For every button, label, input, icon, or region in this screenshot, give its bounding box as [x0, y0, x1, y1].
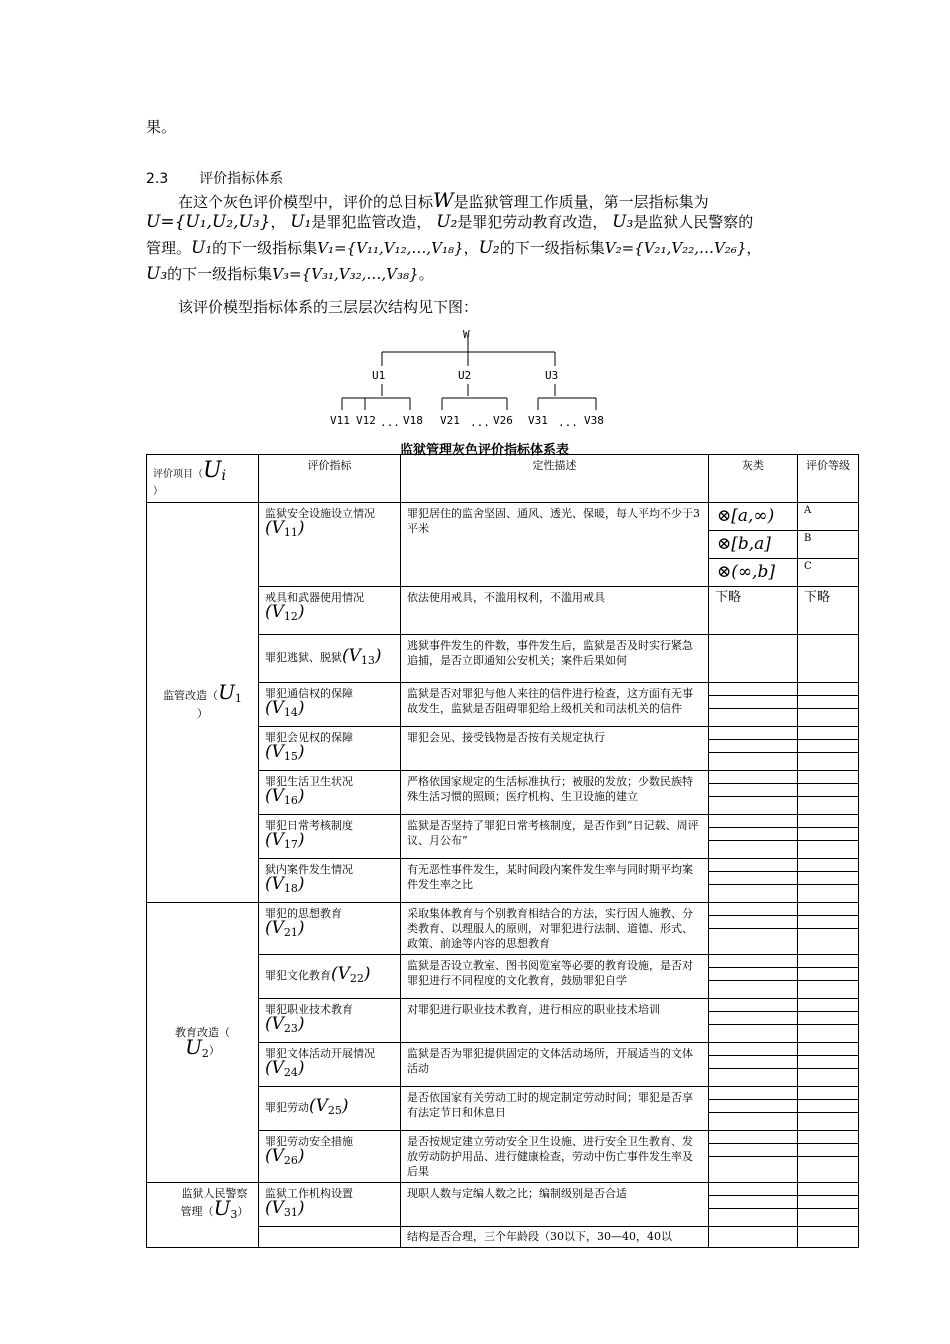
- gray-classes: [709, 503, 798, 587]
- gray-class-1: ⊗[a,∞): [709, 503, 797, 531]
- tree-leaf-V21: V21: [440, 414, 460, 427]
- group-U1: 监管改造（U1 ）: [147, 503, 259, 903]
- tree-leaf-V38: V38: [584, 414, 604, 427]
- V2-set: V₂={V₂₁,V₂₂,…V₂₆}: [604, 239, 747, 257]
- desc-V16: 严格依国家规定的生活标准执行；被服的发放；少数民族特殊生活习惯的照顾；医疗机构、生卫设施的建立: [401, 771, 709, 815]
- index-V23: 罪犯职业技术教育 (V23): [259, 999, 401, 1043]
- grade-A: A: [798, 503, 858, 531]
- desc-V13: 逃狱事件发生的件数，事件发生后，监狱是否及时实行紧急追捕，是否立即通知公安机关；案件后果如何: [401, 635, 709, 683]
- grade-B: B: [798, 531, 858, 559]
- index-V32: [259, 1227, 401, 1248]
- desc-V25: 是否依国家有关劳动工时的规定制定劳动时间；罪犯是否享有法定节日和休息日: [401, 1087, 709, 1131]
- desc-V31: 现职人数与定编人数之比；编制级别是否合适: [401, 1183, 709, 1227]
- index-V13: 罪犯逃狱、脱狱(V13): [259, 635, 401, 683]
- gray-omitted: 下略: [709, 587, 798, 635]
- tree-node-U1: U1: [372, 369, 386, 382]
- index-V16: 罪犯生活卫生状况 (V16): [259, 771, 401, 815]
- tree-root-W: W: [463, 328, 470, 341]
- index-V24: 罪犯文体活动开展情况 (V24): [259, 1043, 401, 1087]
- group-U3: 监狱人民警察管理（U3）: [147, 1183, 259, 1248]
- table-row: [147, 503, 859, 587]
- table-row: [147, 903, 859, 955]
- group-U2: 教育改造（ U2）: [147, 903, 259, 1183]
- grade-classes: [798, 503, 859, 587]
- index-V17: 罪犯日常考核制度 (V17): [259, 815, 401, 859]
- W-symbol: W: [433, 188, 454, 212]
- index-V31: 监狱工作机构设置 (V31): [259, 1183, 401, 1227]
- section-heading: [146, 168, 283, 188]
- tree-leaf-V18: V18: [403, 414, 423, 427]
- index-V25: 罪犯劳动(V25): [259, 1087, 401, 1131]
- desc-V24: 监狱是否为罪犯提供固定的文体活动场所，开展适当的文体活动: [401, 1043, 709, 1087]
- header-item: 评价项目（Ui ）: [147, 455, 259, 503]
- desc-V14: 监狱是否对罪犯与他人来往的信件进行检查，这方面有无事故发生，监狱是否阻碍罪犯给上级机关和司法机关的信件: [401, 683, 709, 727]
- index-V26: 罪犯劳动安全措施 (V26): [259, 1131, 401, 1183]
- para1-line3: 管理。U₁的下一级指标集V₁={V₁₁,V₁₂,…,V₁₈}，U₂的下一级指标集V₂={V₂₁,V₂₂,…V₂₆}，: [146, 238, 762, 258]
- previous-line: 果。: [146, 118, 177, 136]
- desc-V18: 有无恶性事件发生，某时间段内案件发生率与同时期平均案件发生率之比: [401, 859, 709, 903]
- desc-V21: 采取集体教育与个别教育相结合的方法，实行因人施教、分类教育、以理服人的原则，对罪犯进行法制、道德、形式、政策、前途等内容的思想教育: [401, 903, 709, 955]
- desc-V15: 罪犯会见、接受钱物是否按有关规定执行: [401, 727, 709, 771]
- table-header-row: [147, 455, 859, 503]
- section-title: 评价指标体系: [199, 171, 284, 187]
- desc-V12: 依法使用戒具，不滥用权利，不滥用戒具: [401, 587, 709, 635]
- U-set: U={U₁,U₂,U₃}: [146, 212, 271, 232]
- evaluation-table: [146, 454, 859, 1248]
- desc-V22: 监狱是否设立教室、图书阅览室等必要的教育设施，是否对罪犯进行不同程度的文化教育，鼓励罪犯自学: [401, 955, 709, 999]
- tree-leaf-V31: V31: [528, 414, 548, 427]
- table-row: [147, 1183, 859, 1227]
- V3-set: V₃={V₃₁,V₃₂,…,V₃₈}: [272, 265, 419, 283]
- header-gray: 灰类: [709, 455, 798, 503]
- para1-line1: 在这个灰色评价模型中，评价的总目标W是监狱管理工作质量，第一层指标集为: [178, 188, 709, 212]
- index-V15: 罪犯会见权的保障 (V15): [259, 727, 401, 771]
- header-grade: 评价等级: [798, 455, 859, 503]
- V1-set: V₁={V₁₁,V₁₂,…,V₁₈}: [317, 239, 464, 257]
- tree-leaf-ellipsis-2: ...: [470, 416, 490, 429]
- gray-class-2: ⊗[b,a]: [709, 531, 797, 559]
- grade-C: C: [804, 561, 812, 572]
- grade-omitted: 下略: [798, 587, 859, 635]
- desc-V26: 是否按规定建立劳动安全卫生设施、进行安全卫生教育、发放劳动防护用品、进行健康检查，劳动中伤亡事件发生率及后果: [401, 1131, 709, 1183]
- tree-node-U3: U3: [545, 369, 559, 382]
- gray-class-3: ⊗(∞,b]: [717, 562, 775, 582]
- header-index: 评价指标: [259, 455, 401, 503]
- tree-leaf-ellipsis-3: ...: [558, 416, 578, 429]
- para2: 该评价模型指标体系的三层层次结构见下图：: [178, 298, 479, 316]
- desc-V23: 对罪犯进行职业技术教育，进行相应的职业技术培训: [401, 999, 709, 1043]
- tree-leaf-ellipsis-1: ...: [380, 416, 400, 429]
- index-V11: 监狱安全设施设立情况 (V11): [259, 503, 401, 587]
- desc-V11: 罪犯居住的监舍坚固、通风、透光、保暖，每人平均不少于3平米: [401, 503, 709, 587]
- para1-line2: U={U₁,U₂,U₃}， U₁是罪犯监管改造， U₂是罪犯劳动教育改造， U₃是监狱人民警察的: [146, 212, 754, 232]
- para1-line4: U₃的下一级指标集V₃={V₃₁,V₃₂,…,V₃₈}。: [146, 264, 434, 284]
- tree-node-U2: U2: [458, 369, 472, 382]
- tree-leaf-V11: V11: [330, 414, 350, 427]
- index-V21: 罪犯的思想教育 (V21): [259, 903, 401, 955]
- index-V22: 罪犯文化教育(V22): [259, 955, 401, 999]
- desc-V17: 监狱是否坚持了罪犯日常考核制度，是否作到“日记载、周评议、月公布”: [401, 815, 709, 859]
- desc-V32: 结构是否合理，三个年龄段（30以下，30—40，40以: [401, 1227, 709, 1248]
- index-V18: 狱内案件发生情况 (V18): [259, 859, 401, 903]
- hierarchy-diagram: [320, 326, 640, 430]
- tree-leaf-V12: V12: [356, 414, 376, 427]
- table-caption: 监狱管理灰色评价指标体系表: [400, 443, 570, 458]
- index-V14: 罪犯通信权的保障 (V14): [259, 683, 401, 727]
- tree-leaf-V26: V26: [493, 414, 513, 427]
- index-V12: 戒具和武器使用情况 (V12): [259, 587, 401, 635]
- header-desc: 定性描述: [401, 455, 709, 503]
- section-number: 2.3: [146, 171, 169, 187]
